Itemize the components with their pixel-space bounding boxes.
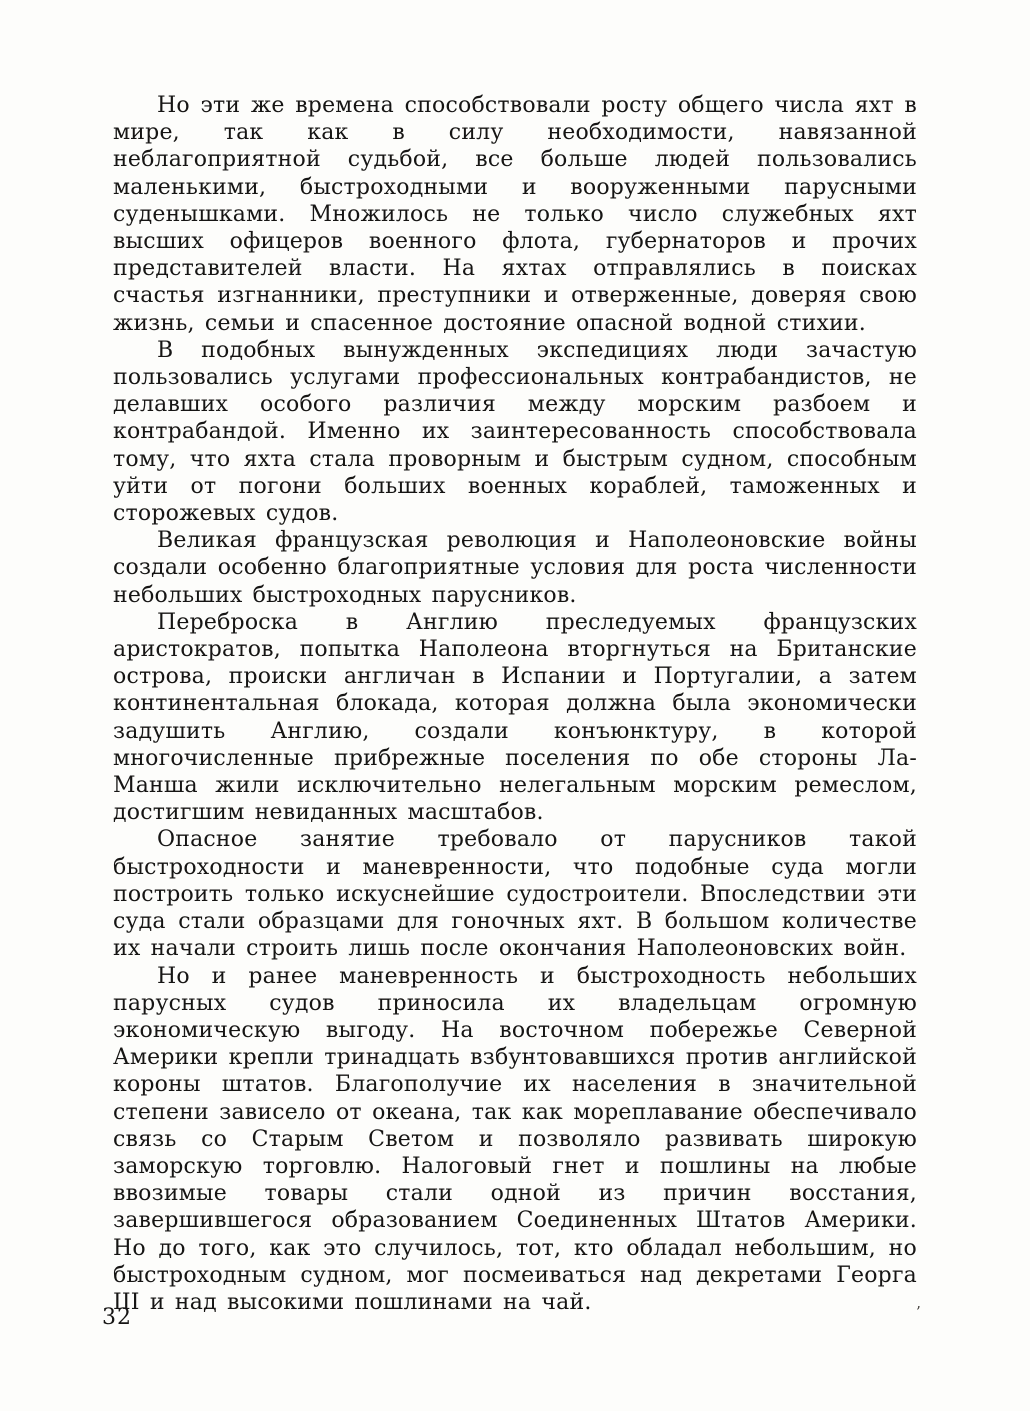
paragraph: В подобных вынужденных экспедициях люди зачастую пользовались услугами профессиональных контрабандистов, не делавших особого различия между морским разбоем и контрабандой. Именно их заинтересованность способствовала тому, что яхта стала проворным и быстрым судном, способным уйти от погони больших военных кораблей, таможенных и сторожевых судов.	[113, 337, 917, 527]
text-block	[113, 92, 917, 1316]
paragraph: Опасное занятие требовало от парусников такой быстроходности и маневренности, что подобные суда могли построить только искуснейшие судостроители. Впоследствии эти суда стали образцами для гоночных яхт. В большом количестве их начали строить лишь после окончания Наполеоновских войн.	[113, 827, 917, 962]
paragraph: Великая французская революция и Наполеоновские войны создали особенно благоприятные условия для роста численности небольших быстроходных парусников.	[113, 528, 917, 608]
page-number: 32	[102, 1305, 132, 1330]
scan-artifact-mark: ’	[916, 1303, 921, 1321]
paragraph: Но эти же времена способствовали росту общего числа яхт в мире, так как в силу необходимости, навязанной неблагоприятной судьбой, все больше людей пользовались маленькими, быстроходными и вооруженными парусными суденышками. Множилось не только число служебных яхт высших офицеров военного флота, губернаторов и прочих представителей власти. На яхтах отправлялись в поисках счастья изгнанники, преступники и отверженные, доверяя свою жизнь, семьи и спасенное достояние опасной водной стихии.	[113, 93, 917, 336]
paragraph: Но и ранее маневренность и быстроходность небольших парусных судов приносила их владельцам огромную экономическую выгоду. На восточном побережье Северной Америки крепли тринадцать взбунтовавшихся против английской короны штатов. Благополучие их населения в значительной степени зависело от океана, так как мореплавание обеспечивало связь со Старым Светом и позволяло развивать широкую заморскую торговлю. Налоговый гнет и пошлины на любые ввозимые товары стали одной из причин восстания, завершившегося образованием Соединенных Штатов Америки. Но до того, как это случилось, тот, кто обладал небольшим, но быстроходным судном, мог посмеиваться над декретами Георга III и над высокими пошлинами на чай.	[113, 963, 917, 1315]
paragraph: Переброска в Англию преследуемых французских аристократов, попытка Наполеона вторгнуться на Британские острова, происки англичан в Испании и Португалии, а затем континентальная блокада, которая должна была экономически задушить Англию, создали конъюнктуру, в которой многочисленные прибрежные поселения по обе стороны Ла-Манша жили исключительно нелегальным морским ремеслом, достигшим невиданных масштабов.	[113, 609, 917, 826]
